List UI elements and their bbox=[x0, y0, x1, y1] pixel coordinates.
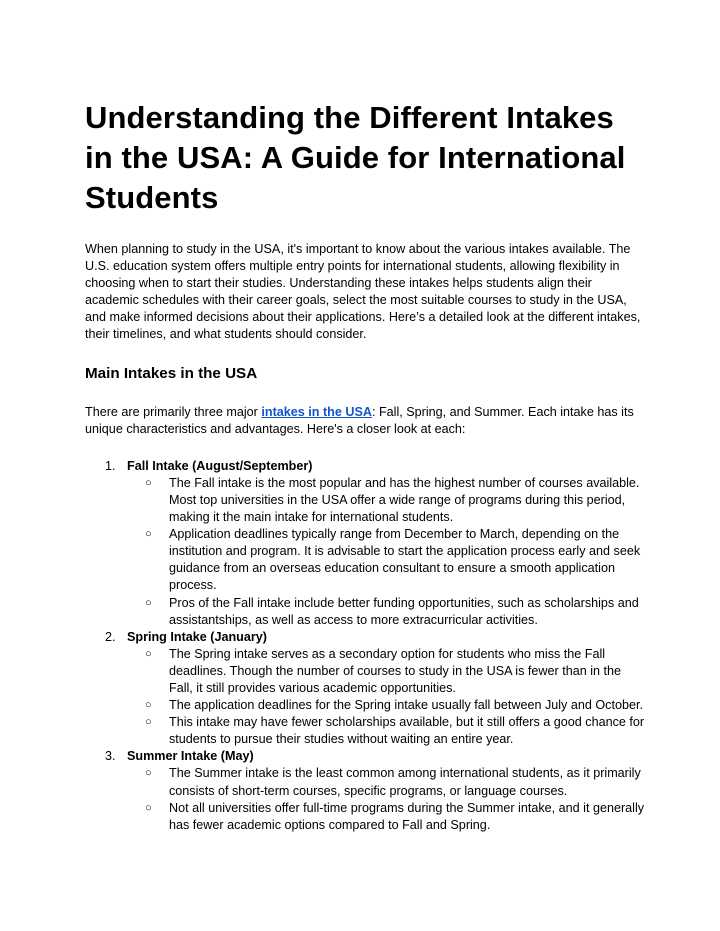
intake-points bbox=[127, 475, 645, 629]
intake-title: Fall Intake (August/September) bbox=[127, 458, 313, 473]
hollow-circle-bullet-icon: ○ bbox=[145, 476, 152, 489]
intakes-list bbox=[85, 458, 645, 834]
list-item bbox=[127, 800, 645, 834]
list-item bbox=[127, 475, 645, 526]
list-item bbox=[127, 646, 645, 697]
overview-text-after: : Fall, Spring, and Summer. Each intake has its unique characteristics and advantages. Here's a closer look at each: bbox=[85, 404, 634, 436]
point-text: The application deadlines for the Spring intake usually fall between July and October. bbox=[169, 698, 643, 713]
hollow-circle-bullet-icon: ○ bbox=[145, 767, 152, 780]
hollow-circle-bullet-icon: ○ bbox=[145, 699, 152, 712]
document-title: Understanding the Different Intakes in the USA: A Guide for International Students bbox=[85, 100, 626, 215]
list-number: 2. bbox=[105, 629, 116, 644]
hollow-circle-bullet-icon: ○ bbox=[145, 596, 152, 609]
list-item bbox=[127, 765, 645, 799]
list-number: 1. bbox=[105, 458, 116, 473]
point-text: Application deadlines typically range from December to March, depending on the institution and program. It is advisable to start the application process early and seek guidance from an overseas education consultant to ensure a smooth application process. bbox=[169, 527, 641, 593]
list-item bbox=[127, 697, 645, 714]
hollow-circle-bullet-icon: ○ bbox=[145, 716, 152, 729]
list-item bbox=[127, 526, 645, 594]
intake-title: Summer Intake (May) bbox=[127, 749, 254, 764]
point-text: Pros of the Fall intake include better funding opportunities, such as scholarships and assistantships, as well as access to more extracurricular activities. bbox=[169, 595, 639, 627]
list-item bbox=[127, 595, 645, 629]
document-content bbox=[85, 98, 645, 834]
hollow-circle-bullet-icon: ○ bbox=[145, 801, 152, 814]
intake-title: Spring Intake (January) bbox=[127, 629, 267, 644]
hollow-circle-bullet-icon: ○ bbox=[145, 528, 152, 541]
intake-item-fall bbox=[85, 458, 645, 629]
point-text: Not all universities offer full-time programs during the Summer intake, and it generally has fewer academic options compared to Fall and Spring. bbox=[169, 800, 645, 832]
intakes-overview-paragraph bbox=[85, 404, 645, 438]
point-text: The Spring intake serves as a secondary option for students who miss the Fall deadlines. Though the number of courses to study in the USA is fewer than in the Fall, it still provides various academic opportunities. bbox=[169, 646, 622, 695]
intake-item-summer bbox=[85, 748, 645, 833]
intake-points bbox=[127, 765, 645, 833]
point-text: This intake may have fewer scholarships available, but it still offers a good chance for students to pursue their studies without waiting an entire year. bbox=[169, 715, 645, 747]
intro-paragraph: When planning to study in the USA, it's important to know about the various intakes available. The U.S. education system offers multiple entry points for international students, allowing flexibility in choosing when to start their studies. Understanding these intakes helps students align their academic schedules with their career goals, select the most suitable courses to study in the USA, and make informed decisions about their applications. Here’s a detailed look at the different intakes, their timelines, and what students should consider. bbox=[85, 242, 641, 342]
list-number: 3. bbox=[105, 749, 116, 764]
list-item bbox=[127, 714, 645, 748]
hollow-circle-bullet-icon: ○ bbox=[145, 647, 152, 660]
point-text: The Summer intake is the least common among international students, as it primarily consists of short-term courses, specific programs, or language courses. bbox=[169, 766, 641, 798]
section-heading: Main Intakes in the USA bbox=[85, 364, 258, 382]
intake-item-spring bbox=[85, 629, 645, 749]
intakes-in-usa-link[interactable]: intakes in the USA bbox=[261, 404, 372, 419]
overview-text-before: There are primarily three major bbox=[85, 404, 262, 419]
intake-points bbox=[127, 646, 645, 749]
point-text: The Fall intake is the most popular and has the highest number of courses available. Most top universities in the USA offer a wide range of programs during this period, making it the main intake for international students. bbox=[169, 475, 640, 525]
